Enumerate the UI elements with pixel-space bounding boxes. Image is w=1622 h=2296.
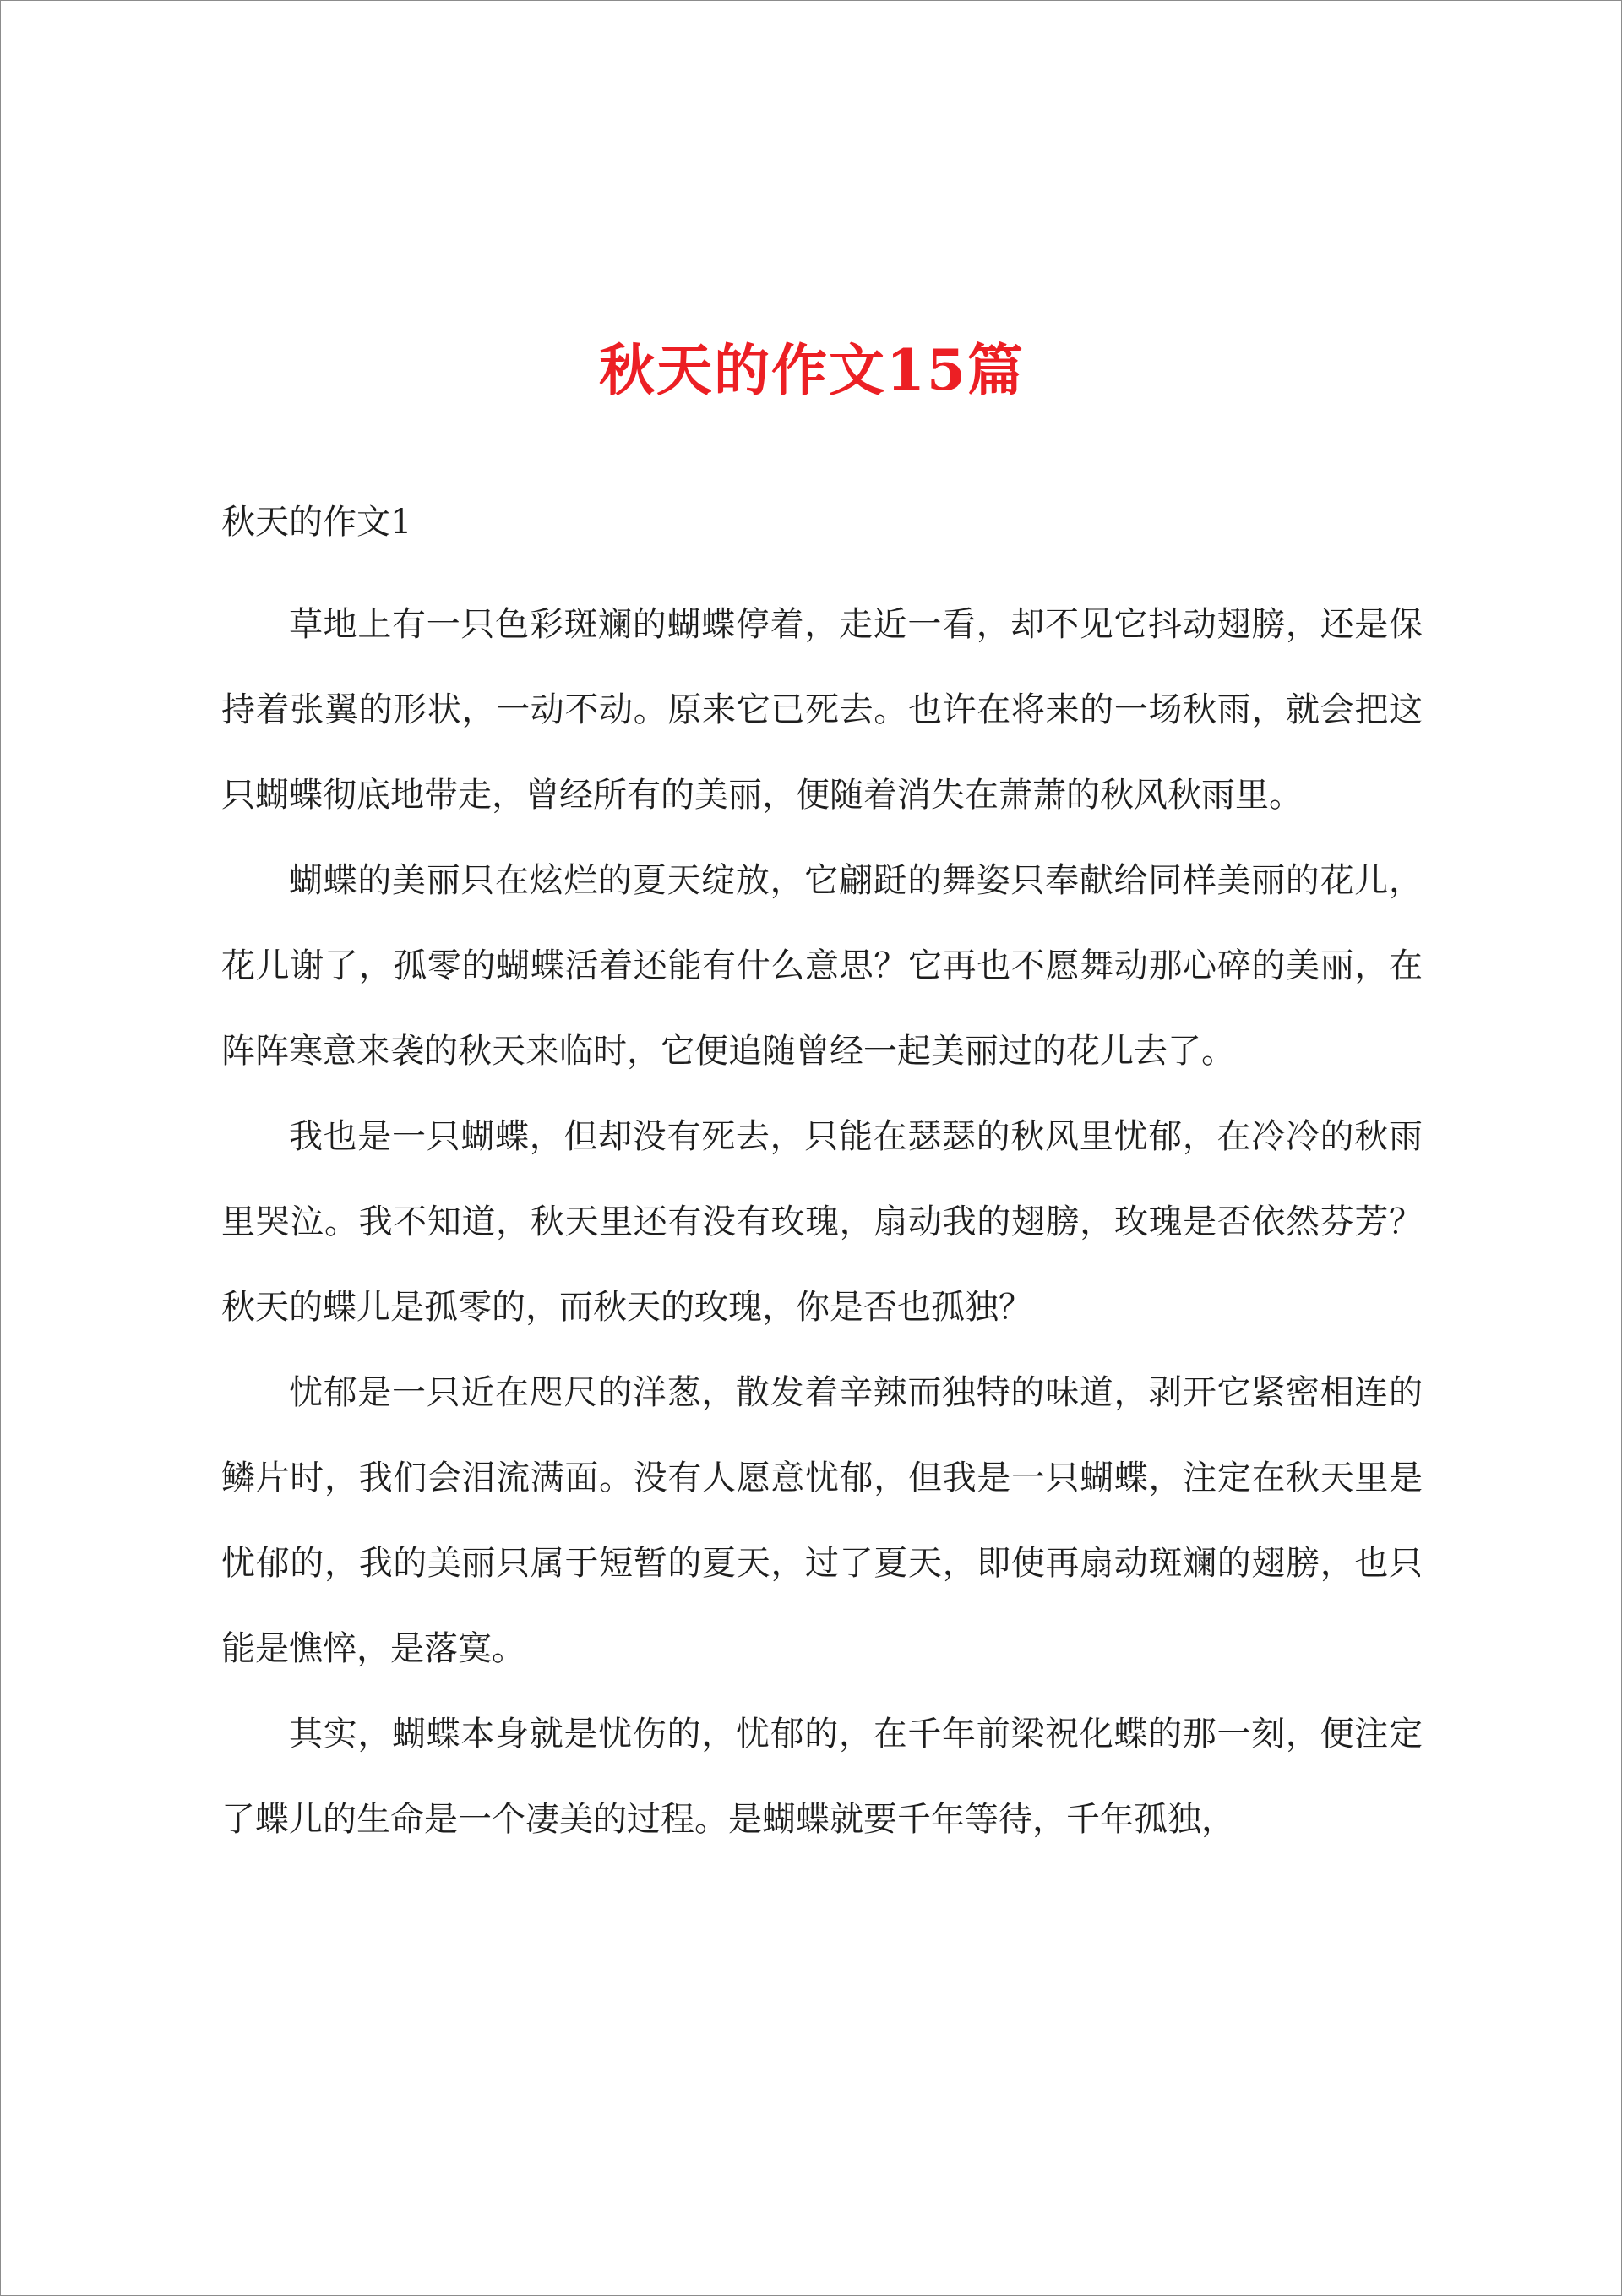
document-title: 秋天的作文15篇 <box>599 337 1025 403</box>
paragraph: 草地上有一只色彩斑斓的蝴蝶停着，走近一看，却不见它抖动翅膀，还是保持着张翼的形状，一动不动。原来它已死去。也许在将来的一场秋雨，就会把这只蝴蝶彻底地带走，曾经所有的美丽，便随着消失在萧萧的秋风秋雨里。 <box>221 605 1423 815</box>
article-body <box>221 582 1423 1862</box>
paragraph: 我也是一只蝴蝶，但却没有死去，只能在瑟瑟的秋风里忧郁，在冷冷的秋雨里哭泣。我不知道，秋天里还有没有玫瑰，扇动我的翅膀，玫瑰是否依然芬芳？秋天的蝶儿是孤零的，而秋天的玫瑰，你是否也孤独？ <box>221 1117 1423 1327</box>
paragraph: 忧郁是一只近在咫尺的洋葱，散发着辛辣而独特的味道，剥开它紧密相连的鳞片时，我们会泪流满面。没有人愿意忧郁，但我是一只蝴蝶，注定在秋天里是忧郁的，我的美丽只属于短暂的夏天，过了夏天，即使再扇动斑斓的翅膀，也只能是憔悴，是落寞。 <box>221 1373 1423 1668</box>
section-heading: 秋天的作文1 <box>221 503 412 542</box>
paragraph: 其实，蝴蝶本身就是忧伤的，忧郁的，在千年前梁祝化蝶的那一刻，便注定了蝶儿的生命是一个凄美的过程。是蝴蝶就要千年等待，千年孤独， <box>221 1715 1423 1839</box>
paragraph: 蝴蝶的美丽只在炫烂的夏天绽放，它翩跹的舞姿只奉献给同样美丽的花儿，花儿谢了，孤零的蝴蝶活着还能有什么意思？它再也不愿舞动那心碎的美丽，在阵阵寒意来袭的秋天来临时，它便追随曾经一起美丽过的花儿去了。 <box>221 861 1423 1071</box>
